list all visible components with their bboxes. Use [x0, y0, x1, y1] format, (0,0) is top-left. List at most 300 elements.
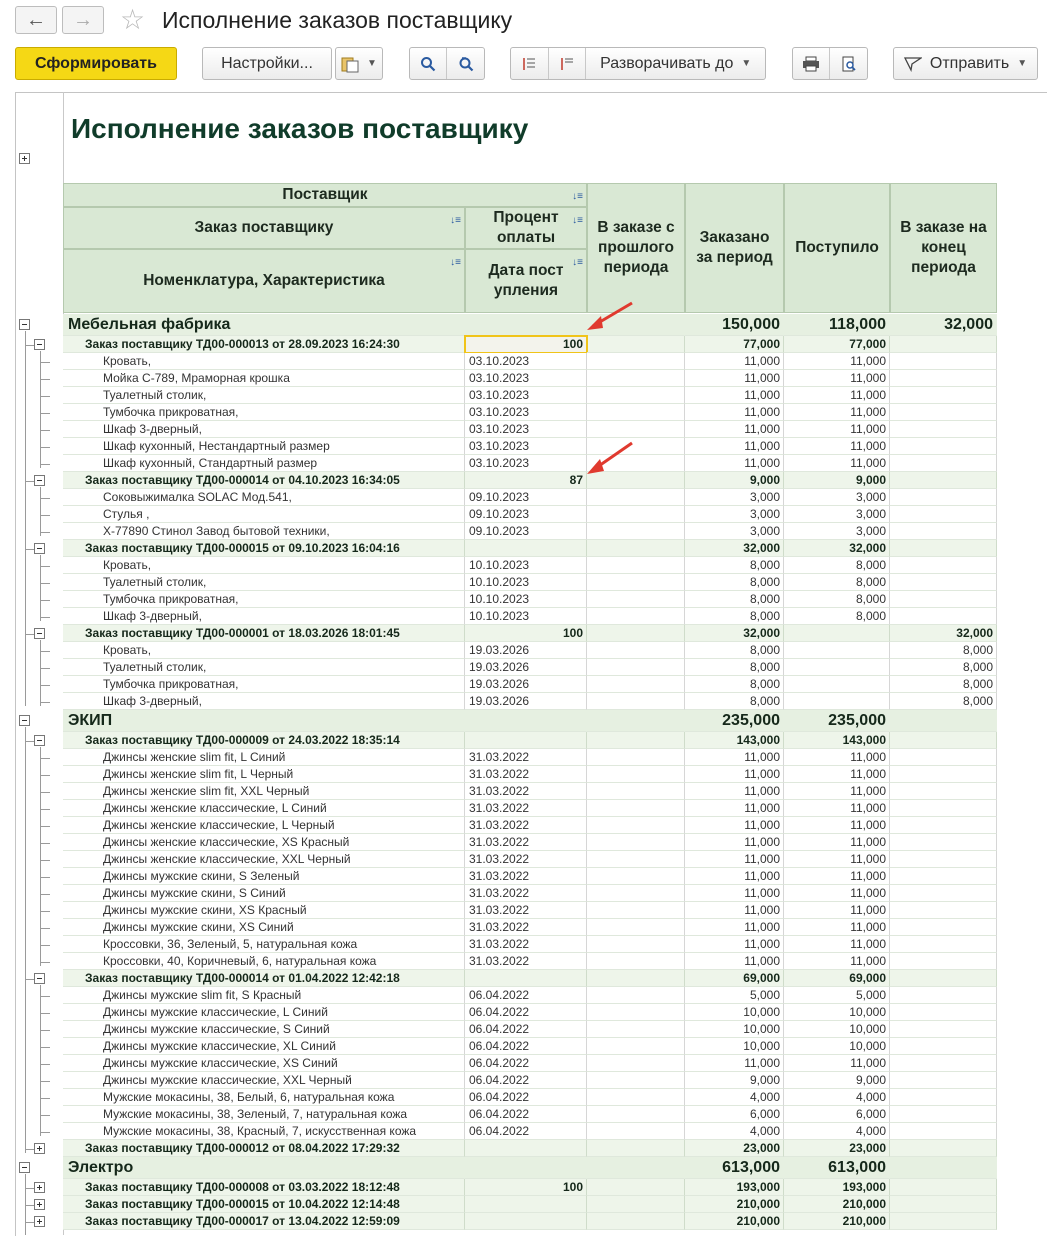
receipt-date-cell[interactable]: 03.10.2023: [465, 370, 587, 387]
table-row[interactable]: [63, 642, 997, 659]
receipt-date-cell[interactable]: 10.10.2023: [465, 557, 587, 574]
ordered-cell[interactable]: 210,000: [685, 1196, 784, 1213]
row-label[interactable]: Кроссовки, 36, Зеленый, 5, натуральная кожа: [63, 936, 465, 953]
payment-percent-cell[interactable]: 100: [465, 1179, 587, 1196]
payment-percent-cell[interactable]: 100: [465, 336, 587, 353]
ordered-cell[interactable]: 235,000: [685, 710, 784, 732]
row-label[interactable]: Заказ поставщику ТД00-000015 от 10.04.2022 12:14:48: [63, 1196, 465, 1213]
table-row[interactable]: [63, 1021, 997, 1038]
table-row[interactable]: [63, 676, 997, 693]
received-cell[interactable]: 77,000: [784, 336, 890, 353]
row-label[interactable]: Джинсы женские классические, L Синий: [63, 800, 465, 817]
row-label[interactable]: Джинсы мужские классические, XXL Черный: [63, 1072, 465, 1089]
received-cell[interactable]: 32,000: [784, 540, 890, 557]
collapse-toggle[interactable]: [34, 628, 45, 639]
received-cell[interactable]: 11,000: [784, 902, 890, 919]
received-cell[interactable]: [784, 693, 890, 710]
ordered-cell[interactable]: 150,000: [685, 314, 784, 336]
received-cell[interactable]: 8,000: [784, 574, 890, 591]
row-label[interactable]: Тумбочка прикроватная,: [63, 404, 465, 421]
prev-period-cell[interactable]: [587, 370, 685, 387]
row-label[interactable]: Джинсы мужские классические, XL Синий: [63, 1038, 465, 1055]
order-row[interactable]: [63, 540, 997, 557]
receipt-date-cell[interactable]: 19.03.2026: [465, 659, 587, 676]
row-label[interactable]: Джинсы женские slim fit, L Черный: [63, 766, 465, 783]
receipt-date-cell[interactable]: 10.10.2023: [465, 608, 587, 625]
table-row[interactable]: [63, 936, 997, 953]
received-cell[interactable]: 193,000: [784, 1179, 890, 1196]
received-cell[interactable]: 23,000: [784, 1140, 890, 1157]
receipt-date-cell[interactable]: 31.03.2022: [465, 919, 587, 936]
end-period-cell[interactable]: [890, 1021, 997, 1038]
prev-period-cell[interactable]: [587, 710, 685, 732]
ordered-cell[interactable]: 11,000: [685, 851, 784, 868]
payment-percent-cell[interactable]: [465, 1140, 587, 1157]
print-button[interactable]: [793, 48, 830, 79]
variants-menu-button[interactable]: [335, 47, 383, 80]
ordered-cell[interactable]: 11,000: [685, 783, 784, 800]
payment-percent-cell[interactable]: 87: [465, 472, 587, 489]
row-label[interactable]: Стулья ,: [63, 506, 465, 523]
header-prev[interactable]: [587, 183, 685, 313]
header-supplier[interactable]: [63, 183, 587, 207]
prev-period-cell[interactable]: [587, 387, 685, 404]
receipt-date-cell[interactable]: 03.10.2023: [465, 387, 587, 404]
end-period-cell[interactable]: [890, 987, 997, 1004]
receipt-date-cell[interactable]: 31.03.2022: [465, 749, 587, 766]
ordered-cell[interactable]: 9,000: [685, 1072, 784, 1089]
end-period-cell[interactable]: [890, 1106, 997, 1123]
table-row[interactable]: [63, 1123, 997, 1140]
ordered-cell[interactable]: 11,000: [685, 766, 784, 783]
ordered-cell[interactable]: 32,000: [685, 540, 784, 557]
end-period-cell[interactable]: [890, 868, 997, 885]
ordered-cell[interactable]: 3,000: [685, 489, 784, 506]
prev-period-cell[interactable]: [587, 800, 685, 817]
end-period-cell[interactable]: [890, 404, 997, 421]
table-row[interactable]: [63, 557, 997, 574]
prev-period-cell[interactable]: [587, 1021, 685, 1038]
end-period-cell[interactable]: [890, 1089, 997, 1106]
prev-period-cell[interactable]: [587, 936, 685, 953]
end-period-cell[interactable]: [890, 749, 997, 766]
header-ordered[interactable]: [685, 183, 784, 313]
table-row[interactable]: [63, 404, 997, 421]
order-row[interactable]: [63, 1179, 997, 1196]
received-cell[interactable]: 9,000: [784, 1072, 890, 1089]
prev-period-cell[interactable]: [587, 676, 685, 693]
received-cell[interactable]: 10,000: [784, 1038, 890, 1055]
prev-period-cell[interactable]: [587, 642, 685, 659]
row-label[interactable]: Кровать,: [63, 557, 465, 574]
row-label[interactable]: Заказ поставщику ТД00-000014 от 01.04.2022 12:42:18: [63, 970, 465, 987]
received-cell[interactable]: 210,000: [784, 1213, 890, 1230]
prev-period-cell[interactable]: [587, 851, 685, 868]
received-cell[interactable]: 11,000: [784, 868, 890, 885]
received-cell[interactable]: 6,000: [784, 1106, 890, 1123]
send-button[interactable]: [893, 47, 1038, 80]
end-period-cell[interactable]: [890, 817, 997, 834]
header-date[interactable]: [465, 249, 587, 313]
end-period-cell[interactable]: [890, 557, 997, 574]
row-label[interactable]: Шкаф 3-дверный,: [63, 693, 465, 710]
end-period-cell[interactable]: 8,000: [890, 676, 997, 693]
receipt-date-cell[interactable]: 03.10.2023: [465, 404, 587, 421]
ordered-cell[interactable]: 11,000: [685, 885, 784, 902]
receipt-date-cell[interactable]: 03.10.2023: [465, 421, 587, 438]
received-cell[interactable]: 11,000: [784, 404, 890, 421]
ordered-cell[interactable]: 11,000: [685, 919, 784, 936]
payment-percent-cell[interactable]: 100: [465, 625, 587, 642]
ordered-cell[interactable]: 11,000: [685, 834, 784, 851]
table-row[interactable]: [63, 868, 997, 885]
row-label[interactable]: Х-77890 Стинол Завод бытовой техники,: [63, 523, 465, 540]
header-pct[interactable]: [465, 207, 587, 249]
end-period-cell[interactable]: 32,000: [890, 314, 997, 336]
end-period-cell[interactable]: [890, 387, 997, 404]
prev-period-cell[interactable]: [587, 1072, 685, 1089]
settings-button[interactable]: [202, 47, 332, 80]
end-period-cell[interactable]: 8,000: [890, 642, 997, 659]
end-period-cell[interactable]: [890, 919, 997, 936]
row-label[interactable]: Шкаф 3-дверный,: [63, 608, 465, 625]
received-cell[interactable]: 4,000: [784, 1123, 890, 1140]
received-cell[interactable]: [784, 625, 890, 642]
receipt-date-cell[interactable]: 09.10.2023: [465, 506, 587, 523]
ordered-cell[interactable]: 8,000: [685, 591, 784, 608]
table-row[interactable]: [63, 800, 997, 817]
received-cell[interactable]: 3,000: [784, 489, 890, 506]
end-period-cell[interactable]: [890, 438, 997, 455]
receipt-date-cell[interactable]: 03.10.2023: [465, 353, 587, 370]
row-label[interactable]: Кроссовки, 40, Коричневый, 6, натуральная кожа: [63, 953, 465, 970]
receipt-date-cell[interactable]: 03.10.2023: [465, 455, 587, 472]
expand-header-toggle[interactable]: [19, 153, 30, 164]
row-label[interactable]: Джинсы мужские скини, XS Синий: [63, 919, 465, 936]
end-period-cell[interactable]: [890, 1140, 997, 1157]
ordered-cell[interactable]: 11,000: [685, 1055, 784, 1072]
collapse-toggle[interactable]: [34, 475, 45, 486]
prev-period-cell[interactable]: [587, 404, 685, 421]
end-period-cell[interactable]: [890, 370, 997, 387]
end-period-cell[interactable]: [890, 710, 997, 732]
received-cell[interactable]: 11,000: [784, 387, 890, 404]
table-row[interactable]: [63, 817, 997, 834]
row-label[interactable]: Заказ поставщику ТД00-000017 от 13.04.2022 12:59:09: [63, 1213, 465, 1230]
prev-period-cell[interactable]: [587, 659, 685, 676]
order-row[interactable]: [63, 732, 997, 749]
ordered-cell[interactable]: 11,000: [685, 817, 784, 834]
payment-percent-cell[interactable]: [465, 1157, 587, 1179]
table-row[interactable]: [63, 574, 997, 591]
supplier-row[interactable]: [63, 314, 997, 336]
received-cell[interactable]: 3,000: [784, 506, 890, 523]
end-period-cell[interactable]: [890, 970, 997, 987]
ordered-cell[interactable]: 11,000: [685, 404, 784, 421]
end-period-cell[interactable]: [890, 540, 997, 557]
order-row[interactable]: [63, 1196, 997, 1213]
prev-period-cell[interactable]: [587, 732, 685, 749]
row-label[interactable]: Тумбочка прикроватная,: [63, 676, 465, 693]
ordered-cell[interactable]: 11,000: [685, 868, 784, 885]
end-period-cell[interactable]: [890, 472, 997, 489]
prev-period-cell[interactable]: [587, 953, 685, 970]
prev-period-cell[interactable]: [587, 1179, 685, 1196]
received-cell[interactable]: 10,000: [784, 1004, 890, 1021]
table-row[interactable]: [63, 851, 997, 868]
ordered-cell[interactable]: 8,000: [685, 557, 784, 574]
end-period-cell[interactable]: 32,000: [890, 625, 997, 642]
received-cell[interactable]: 210,000: [784, 1196, 890, 1213]
receipt-date-cell[interactable]: 31.03.2022: [465, 902, 587, 919]
ordered-cell[interactable]: 69,000: [685, 970, 784, 987]
row-label[interactable]: Джинсы женские slim fit, L Синий: [63, 749, 465, 766]
table-row[interactable]: [63, 1089, 997, 1106]
ordered-cell[interactable]: 11,000: [685, 902, 784, 919]
end-period-cell[interactable]: [890, 902, 997, 919]
header-item[interactable]: [63, 249, 465, 313]
receipt-date-cell[interactable]: 06.04.2022: [465, 1055, 587, 1072]
table-row[interactable]: [63, 489, 997, 506]
row-label[interactable]: Джинсы мужские классические, S Синий: [63, 1021, 465, 1038]
row-label[interactable]: Джинсы мужские классические, XS Синий: [63, 1055, 465, 1072]
prev-period-cell[interactable]: [587, 868, 685, 885]
order-row[interactable]: [63, 970, 997, 987]
table-row[interactable]: [63, 455, 997, 472]
receipt-date-cell[interactable]: 19.03.2026: [465, 693, 587, 710]
payment-percent-cell[interactable]: [465, 732, 587, 749]
ordered-cell[interactable]: 8,000: [685, 659, 784, 676]
ordered-cell[interactable]: 11,000: [685, 749, 784, 766]
ordered-cell[interactable]: 9,000: [685, 472, 784, 489]
row-label[interactable]: Заказ поставщику ТД00-000009 от 24.03.2022 18:35:14: [63, 732, 465, 749]
prev-period-cell[interactable]: [587, 766, 685, 783]
prev-period-cell[interactable]: [587, 1140, 685, 1157]
receipt-date-cell[interactable]: 19.03.2026: [465, 642, 587, 659]
received-cell[interactable]: 143,000: [784, 732, 890, 749]
table-row[interactable]: [63, 1038, 997, 1055]
prev-period-cell[interactable]: [587, 591, 685, 608]
favorite-star-icon[interactable]: ☆: [120, 4, 146, 35]
received-cell[interactable]: 11,000: [784, 851, 890, 868]
prev-period-cell[interactable]: [587, 1089, 685, 1106]
received-cell[interactable]: 11,000: [784, 455, 890, 472]
receipt-date-cell[interactable]: 09.10.2023: [465, 523, 587, 540]
table-row[interactable]: [63, 919, 997, 936]
end-period-cell[interactable]: [890, 834, 997, 851]
received-cell[interactable]: 11,000: [784, 817, 890, 834]
receipt-date-cell[interactable]: 06.04.2022: [465, 1038, 587, 1055]
received-cell[interactable]: 11,000: [784, 783, 890, 800]
end-period-cell[interactable]: [890, 1157, 997, 1179]
row-label[interactable]: Заказ поставщику ТД00-000001 от 18.03.2026 18:01:45: [63, 625, 465, 642]
receipt-date-cell[interactable]: 31.03.2022: [465, 868, 587, 885]
receipt-date-cell[interactable]: 06.04.2022: [465, 1106, 587, 1123]
prev-period-cell[interactable]: [587, 574, 685, 591]
ordered-cell[interactable]: 10,000: [685, 1021, 784, 1038]
row-label[interactable]: Кровать,: [63, 353, 465, 370]
collapse-all-button[interactable]: [511, 48, 549, 79]
prev-period-cell[interactable]: [587, 987, 685, 1004]
ordered-cell[interactable]: 8,000: [685, 642, 784, 659]
ordered-cell[interactable]: 11,000: [685, 800, 784, 817]
received-cell[interactable]: [784, 642, 890, 659]
payment-percent-cell[interactable]: [465, 314, 587, 336]
table-row[interactable]: [63, 987, 997, 1004]
end-period-cell[interactable]: [890, 783, 997, 800]
end-period-cell[interactable]: 8,000: [890, 659, 997, 676]
order-row[interactable]: [63, 336, 997, 353]
find-next-button[interactable]: [447, 48, 484, 79]
received-cell[interactable]: 11,000: [784, 370, 890, 387]
end-period-cell[interactable]: [890, 455, 997, 472]
prev-period-cell[interactable]: [587, 1157, 685, 1179]
received-cell[interactable]: 8,000: [784, 608, 890, 625]
table-row[interactable]: [63, 523, 997, 540]
row-label[interactable]: Мойка С-789, Мраморная крошка: [63, 370, 465, 387]
end-period-cell[interactable]: [890, 506, 997, 523]
received-cell[interactable]: 4,000: [784, 1089, 890, 1106]
prev-period-cell[interactable]: [587, 540, 685, 557]
row-label[interactable]: Электро: [63, 1157, 465, 1179]
end-period-cell[interactable]: [890, 336, 997, 353]
table-row[interactable]: [63, 421, 997, 438]
prev-period-cell[interactable]: [587, 783, 685, 800]
prev-period-cell[interactable]: [587, 749, 685, 766]
row-label[interactable]: Заказ поставщику ТД00-000008 от 03.03.2022 18:12:48: [63, 1179, 465, 1196]
received-cell[interactable]: 11,000: [784, 834, 890, 851]
received-cell[interactable]: [784, 676, 890, 693]
expand-toggle[interactable]: [34, 1143, 45, 1154]
back-button[interactable]: [15, 6, 57, 34]
collapse-toggle[interactable]: [19, 319, 30, 330]
payment-percent-cell[interactable]: [465, 1196, 587, 1213]
row-label[interactable]: Мужские мокасины, 38, Белый, 6, натуральная кожа: [63, 1089, 465, 1106]
table-row[interactable]: [63, 608, 997, 625]
ordered-cell[interactable]: 10,000: [685, 1038, 784, 1055]
row-label[interactable]: Заказ поставщику ТД00-000014 от 04.10.2023 16:34:05: [63, 472, 465, 489]
collapse-toggle[interactable]: [34, 339, 45, 350]
prev-period-cell[interactable]: [587, 1055, 685, 1072]
receipt-date-cell[interactable]: 31.03.2022: [465, 936, 587, 953]
end-period-cell[interactable]: [890, 1004, 997, 1021]
ordered-cell[interactable]: 11,000: [685, 936, 784, 953]
receipt-date-cell[interactable]: 03.10.2023: [465, 438, 587, 455]
ordered-cell[interactable]: 143,000: [685, 732, 784, 749]
receipt-date-cell[interactable]: 31.03.2022: [465, 851, 587, 868]
ordered-cell[interactable]: 11,000: [685, 370, 784, 387]
prev-period-cell[interactable]: [587, 1123, 685, 1140]
table-row[interactable]: [63, 902, 997, 919]
ordered-cell[interactable]: 11,000: [685, 455, 784, 472]
received-cell[interactable]: 8,000: [784, 591, 890, 608]
table-row[interactable]: [63, 783, 997, 800]
ordered-cell[interactable]: 8,000: [685, 608, 784, 625]
prev-period-cell[interactable]: [587, 506, 685, 523]
table-row[interactable]: [63, 1106, 997, 1123]
payment-percent-cell[interactable]: [465, 970, 587, 987]
ordered-cell[interactable]: 77,000: [685, 336, 784, 353]
receipt-date-cell[interactable]: 31.03.2022: [465, 766, 587, 783]
receipt-date-cell[interactable]: 06.04.2022: [465, 1089, 587, 1106]
prev-period-cell[interactable]: [587, 523, 685, 540]
receipt-date-cell[interactable]: 31.03.2022: [465, 783, 587, 800]
receipt-date-cell[interactable]: 31.03.2022: [465, 885, 587, 902]
row-label[interactable]: Кровать,: [63, 642, 465, 659]
received-cell[interactable]: 11,000: [784, 749, 890, 766]
receipt-date-cell[interactable]: 10.10.2023: [465, 574, 587, 591]
receipt-date-cell[interactable]: 31.03.2022: [465, 953, 587, 970]
table-row[interactable]: [63, 885, 997, 902]
ordered-cell[interactable]: 11,000: [685, 421, 784, 438]
end-period-cell[interactable]: [890, 353, 997, 370]
ordered-cell[interactable]: 11,000: [685, 353, 784, 370]
receipt-date-cell[interactable]: 19.03.2026: [465, 676, 587, 693]
table-row[interactable]: [63, 834, 997, 851]
table-row[interactable]: [63, 387, 997, 404]
end-period-cell[interactable]: [890, 421, 997, 438]
header-end[interactable]: [890, 183, 997, 313]
ordered-cell[interactable]: 210,000: [685, 1213, 784, 1230]
prev-period-cell[interactable]: [587, 353, 685, 370]
receipt-date-cell[interactable]: 31.03.2022: [465, 834, 587, 851]
supplier-row[interactable]: [63, 710, 997, 732]
row-label[interactable]: Шкаф кухонный, Нестандартный размер: [63, 438, 465, 455]
payment-percent-cell[interactable]: [465, 710, 587, 732]
row-label[interactable]: Шкаф кухонный, Стандартный размер: [63, 455, 465, 472]
ordered-cell[interactable]: 8,000: [685, 693, 784, 710]
table-row[interactable]: [63, 766, 997, 783]
row-label[interactable]: Туалетный столик,: [63, 387, 465, 404]
table-row[interactable]: [63, 591, 997, 608]
row-label[interactable]: Шкаф 3-дверный,: [63, 421, 465, 438]
prev-period-cell[interactable]: [587, 608, 685, 625]
prev-period-cell[interactable]: [587, 625, 685, 642]
end-period-cell[interactable]: [890, 766, 997, 783]
forward-button[interactable]: [62, 6, 104, 34]
prev-period-cell[interactable]: [587, 693, 685, 710]
row-label[interactable]: Соковыжималка SOLAC Мод.541,: [63, 489, 465, 506]
received-cell[interactable]: 11,000: [784, 766, 890, 783]
expand-to-dropdown[interactable]: [586, 48, 765, 79]
ordered-cell[interactable]: 10,000: [685, 1004, 784, 1021]
row-label[interactable]: Заказ поставщику ТД00-000015 от 09.10.2023 16:04:16: [63, 540, 465, 557]
ordered-cell[interactable]: 3,000: [685, 506, 784, 523]
row-label[interactable]: Джинсы женские классические, XS Красный: [63, 834, 465, 851]
ordered-cell[interactable]: 4,000: [685, 1123, 784, 1140]
row-label[interactable]: Джинсы мужские классические, L Синий: [63, 1004, 465, 1021]
receipt-date-cell[interactable]: 06.04.2022: [465, 1004, 587, 1021]
end-period-cell[interactable]: [890, 851, 997, 868]
prev-period-cell[interactable]: [587, 817, 685, 834]
print-preview-button[interactable]: [830, 48, 867, 79]
end-period-cell[interactable]: [890, 1213, 997, 1230]
collapse-toggle[interactable]: [19, 1162, 30, 1173]
order-row[interactable]: [63, 1213, 997, 1230]
prev-period-cell[interactable]: [587, 1004, 685, 1021]
table-row[interactable]: [63, 370, 997, 387]
end-period-cell[interactable]: [890, 800, 997, 817]
receipt-date-cell[interactable]: 06.04.2022: [465, 1123, 587, 1140]
prev-period-cell[interactable]: [587, 834, 685, 851]
receipt-date-cell[interactable]: 31.03.2022: [465, 817, 587, 834]
row-label[interactable]: Джинсы мужские скини, XS Красный: [63, 902, 465, 919]
received-cell[interactable]: 11,000: [784, 353, 890, 370]
end-period-cell[interactable]: [890, 1072, 997, 1089]
prev-period-cell[interactable]: [587, 919, 685, 936]
end-period-cell[interactable]: [890, 1038, 997, 1055]
prev-period-cell[interactable]: [587, 970, 685, 987]
